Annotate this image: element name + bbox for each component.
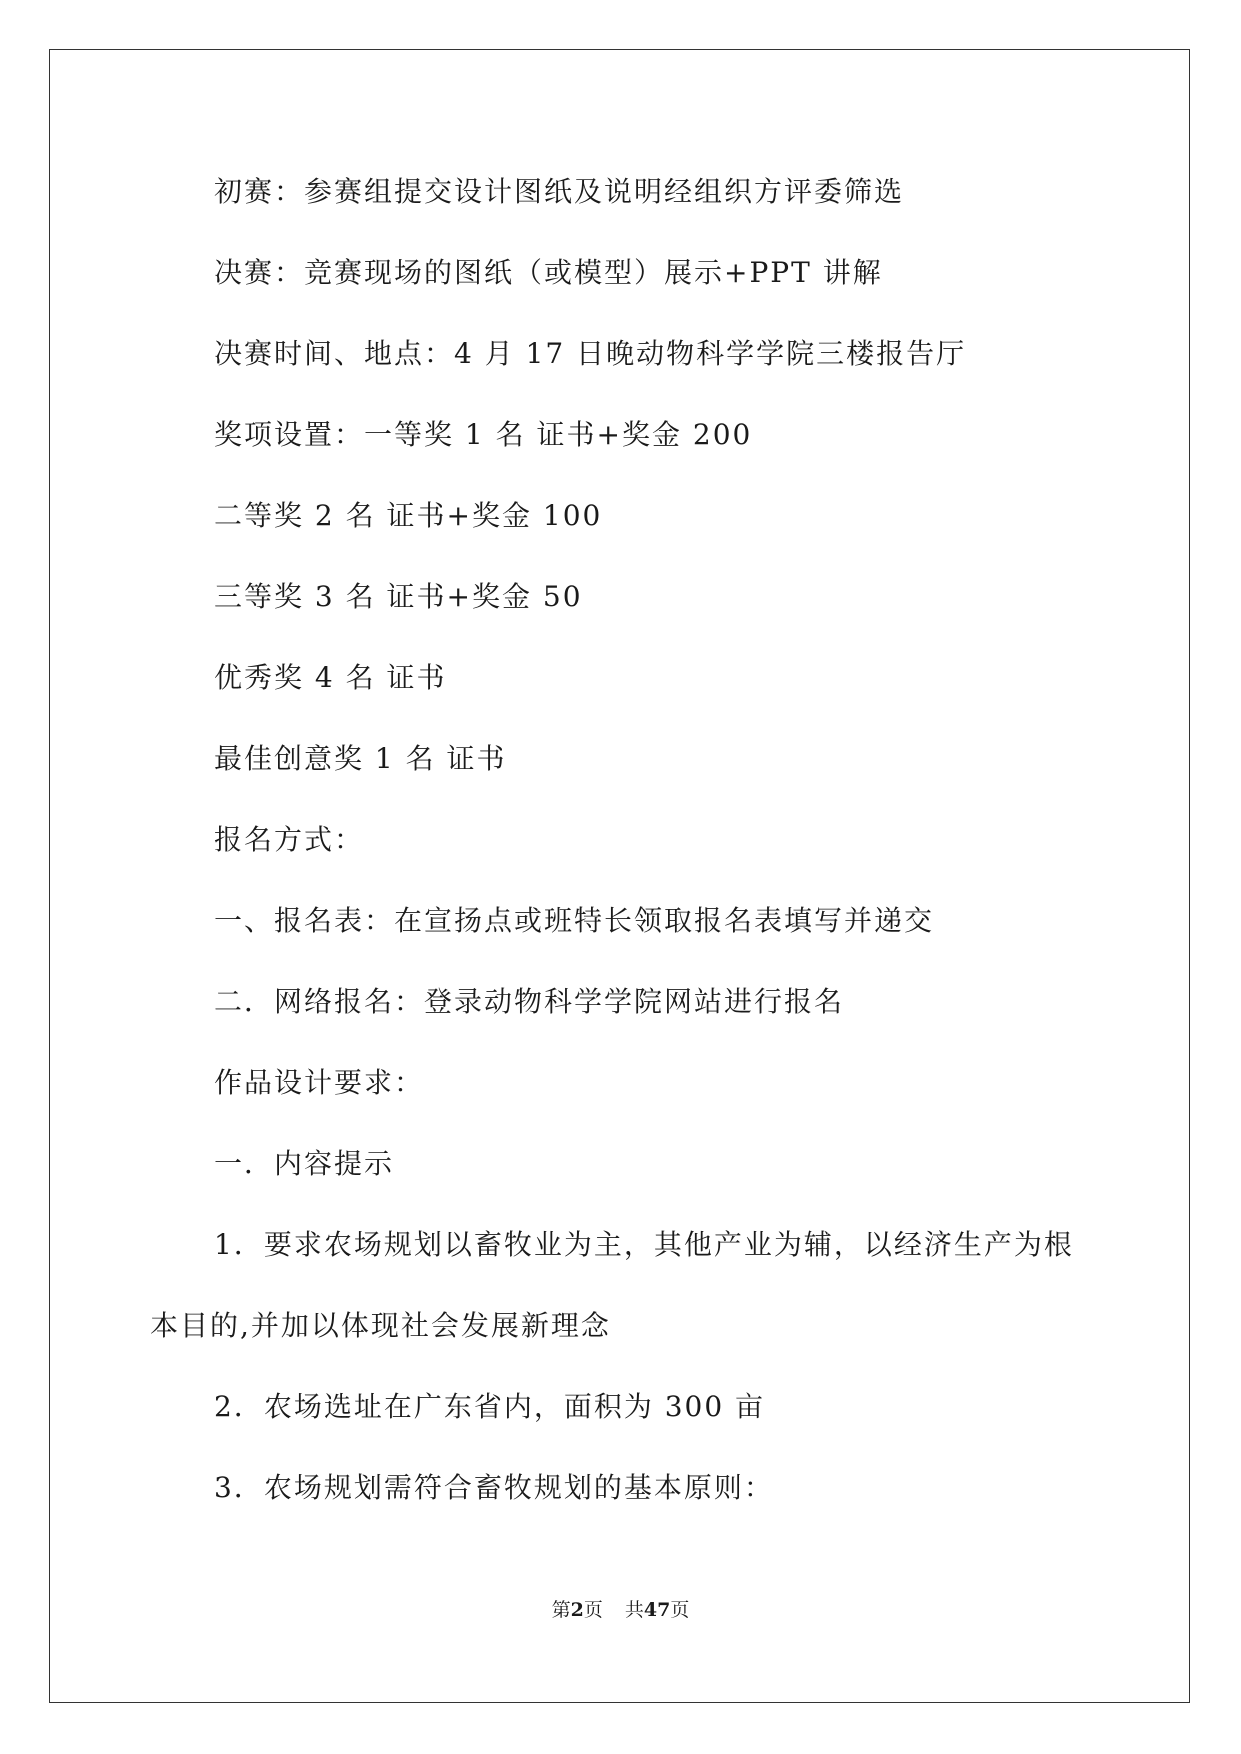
text-line-requirement-1b: 本目的,并加以体现社会发展新理念 [150,1309,611,1342]
text-line-awards-creative: 最佳创意奖 1 名 证书 [214,742,507,775]
footer-total-pages: 47 [643,1599,671,1621]
text-line-registration-form: 一、报名表：在宣扬点或班特长领取报名表填写并递交 [214,904,935,937]
text-line-final-time-place: 决赛时间、地点：4 月 17 日晚动物科学学院三楼报告厅 [214,337,967,370]
text-line-registration-online: 二．网络报名：登录动物科学学院网站进行报名 [214,985,845,1018]
text-line-awards-excellence: 优秀奖 4 名 证书 [214,661,447,694]
text-line-requirement-1a: 1．要求农场规划以畜牧业为主，其他产业为辅，以经济生产为根 [214,1228,1074,1261]
text-line-awards-second: 二等奖 2 名 证书+奖金 100 [214,499,603,532]
footer-page-suffix: 页 [583,1599,603,1621]
text-line-final: 决赛：竞赛现场的图纸（或模型）展示+PPT 讲解 [214,256,883,289]
text-line-content-hint: 一．内容提示 [214,1147,395,1180]
text-line-awards-third: 三等奖 3 名 证书+奖金 50 [214,580,583,613]
text-line-registration-heading: 报名方式： [214,823,365,856]
text-line-preliminary: 初赛：参赛组提交设计图纸及说明经组织方评委筛选 [214,175,905,208]
page-footer [0,1598,1241,1622]
footer-total-suffix: 页 [670,1599,690,1621]
footer-page-prefix: 第 [551,1599,571,1621]
footer-page-number: 2 [570,1599,584,1621]
text-line-requirement-2: 2．农场选址在广东省内，面积为 300 亩 [214,1390,766,1423]
text-line-requirement-3: 3．农场规划需符合畜牧规划的基本原则： [214,1471,774,1504]
footer-total-prefix: 共 [624,1599,644,1621]
text-line-awards-first: 奖项设置：一等奖 1 名 证书+奖金 200 [214,418,753,451]
text-line-design-requirements: 作品设计要求： [214,1066,425,1099]
